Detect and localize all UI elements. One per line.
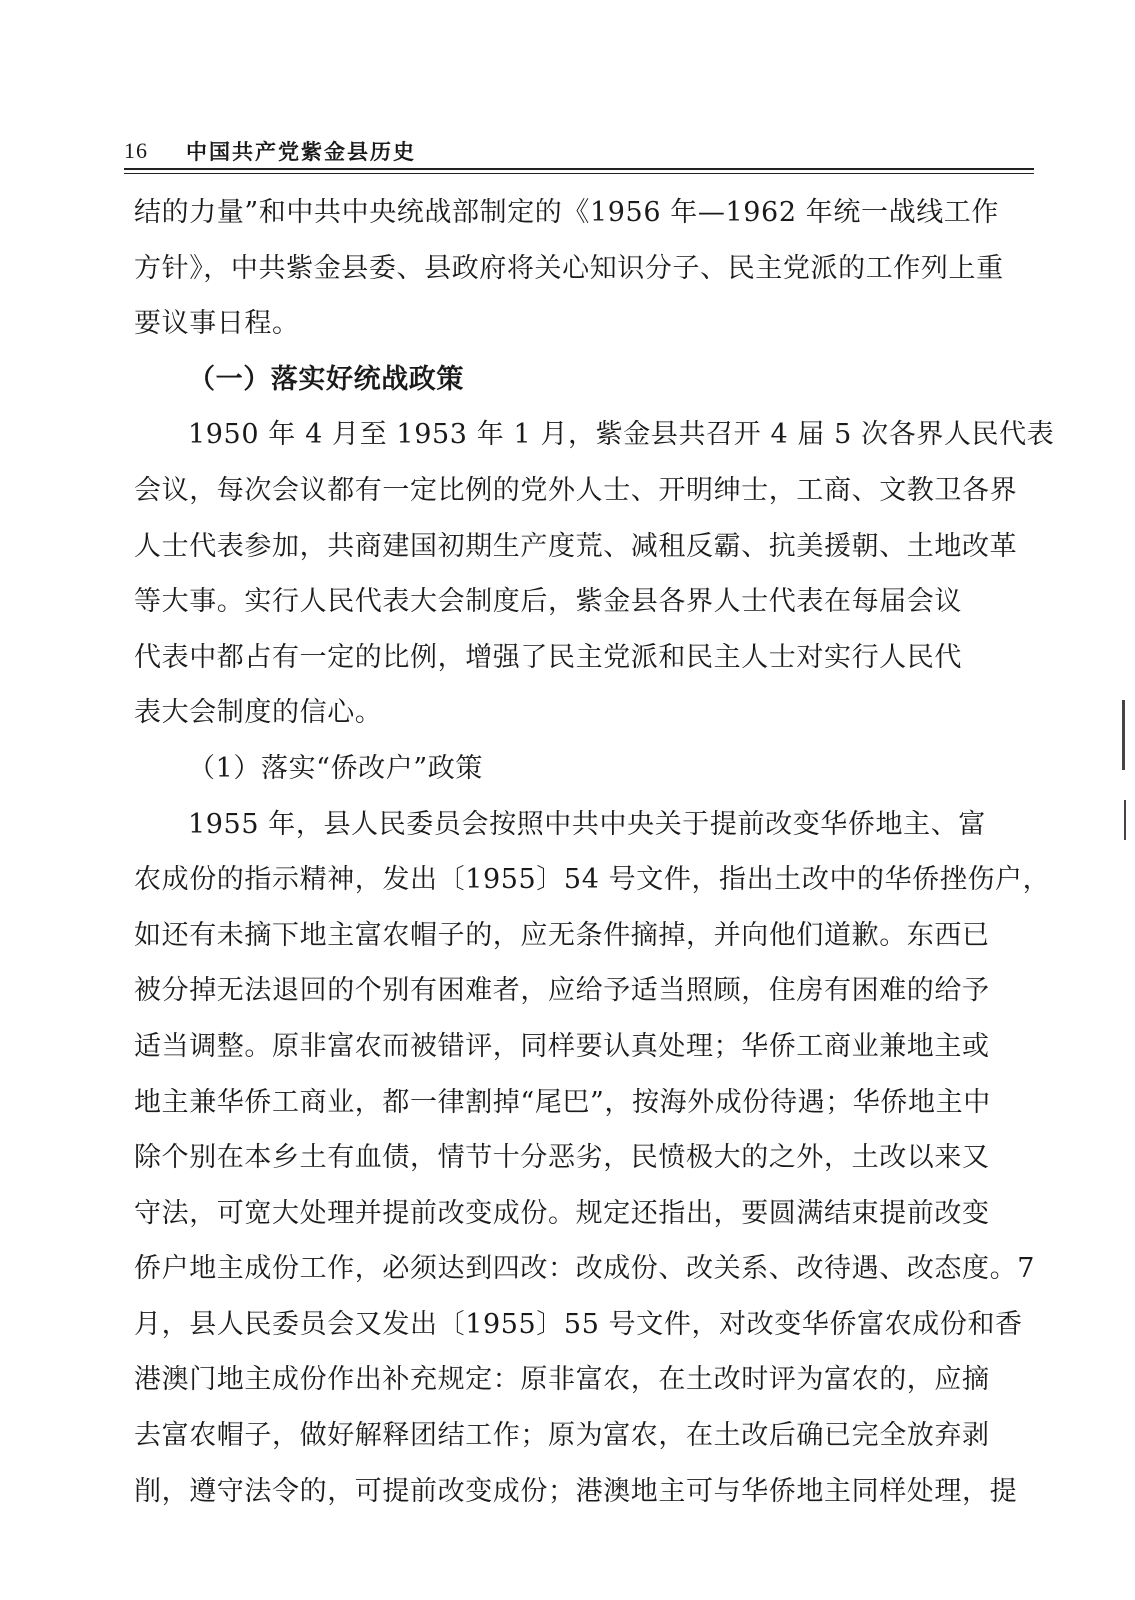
text-line: （1）落实“侨改户”政策 <box>188 752 483 784</box>
scan-edge-mark <box>1124 800 1126 840</box>
running-title: 中国共产党紫金县历史 <box>186 139 416 164</box>
text-line: 去富农帽子，做好解释团结工作；原为富农，在土改后确已完全放弃剥 <box>134 1420 990 1452</box>
text-line: 守法，可宽大处理并提前改变成份。规定还指出，要圆满结束提前改变 <box>134 1197 990 1229</box>
text-line: 结的力量”和中共中央统战部制定的《1956 年—1962 年统一战线工作 <box>134 197 999 228</box>
section-heading: （一）落实好统战政策 <box>188 363 464 395</box>
text-line: 会议，每次会议都有一定比例的党外人士、开明绅士，工商、文教卫各界 <box>134 474 1018 506</box>
text-line: 削，遵守法令的，可提前改变成份；港澳地主可与华侨地主同样处理，提 <box>134 1475 1018 1507</box>
header-rule-thick <box>124 168 1034 170</box>
text-line: 如还有未摘下地主富农帽子的，应无条件摘掉，并向他们道歉。东西已 <box>134 919 990 951</box>
text-line: 月，县人民委员会又发出〔1955〕55 号文件，对改变华侨富农成份和香 <box>134 1308 1023 1340</box>
text-line: 地主兼华侨工商业，都一律割掉“尾巴”，按海外成份待遇；华侨地主中 <box>134 1086 991 1118</box>
page-number: 16 <box>124 138 148 163</box>
text-line: 代表中都占有一定的比例，增强了民主党派和民主人士对实行人民代 <box>134 641 962 673</box>
text-line: 人士代表参加，共商建国初期生产度荒、减租反霸、抗美援朝、土地改革 <box>134 530 1018 562</box>
text-line: 1955 年，县人民委员会按照中共中央关于提前改变华侨地主、富 <box>188 808 986 840</box>
text-line: 1950 年 4 月至 1953 年 1 月，紫金县共召开 4 届 5 次各界人民代表 <box>188 419 1055 451</box>
text-line: 方针》，中共紫金县委、县政府将关心知识分子、民主党派的工作列上重 <box>134 252 1004 284</box>
scan-edge-mark <box>1122 700 1125 770</box>
text-line: 被分掉无法退回的个别有困难者，应给予适当照顾，住房有困难的给予 <box>134 975 990 1007</box>
running-header <box>124 136 1030 166</box>
text-line: 港澳门地主成份作出补充规定：原非富农，在土改时评为富农的，应摘 <box>134 1364 990 1396</box>
text-line: 适当调整。原非富农而被错评，同样要认真处理；华侨工商业兼地主或 <box>134 1030 990 1062</box>
header-rule-thin <box>124 173 1034 174</box>
text-line: 除个别在本乡土有血债，情节十分恶劣，民愤极大的之外，土改以来又 <box>134 1142 990 1174</box>
text-line: 农成份的指示精神，发出〔1955〕54 号文件，指出土改中的华侨挫伤户， <box>134 864 1051 896</box>
text-line: 表大会制度的信心。 <box>134 697 383 729</box>
text-line: 等大事。实行人民代表大会制度后，紫金县各界人士代表在每届会议 <box>134 586 962 618</box>
text-line: 侨户地主成份工作，必须达到四改：改成份、改关系、改待遇、改态度。7 <box>134 1253 1035 1285</box>
text-line: 要议事日程。 <box>134 308 300 340</box>
body-text <box>134 185 1055 1519</box>
